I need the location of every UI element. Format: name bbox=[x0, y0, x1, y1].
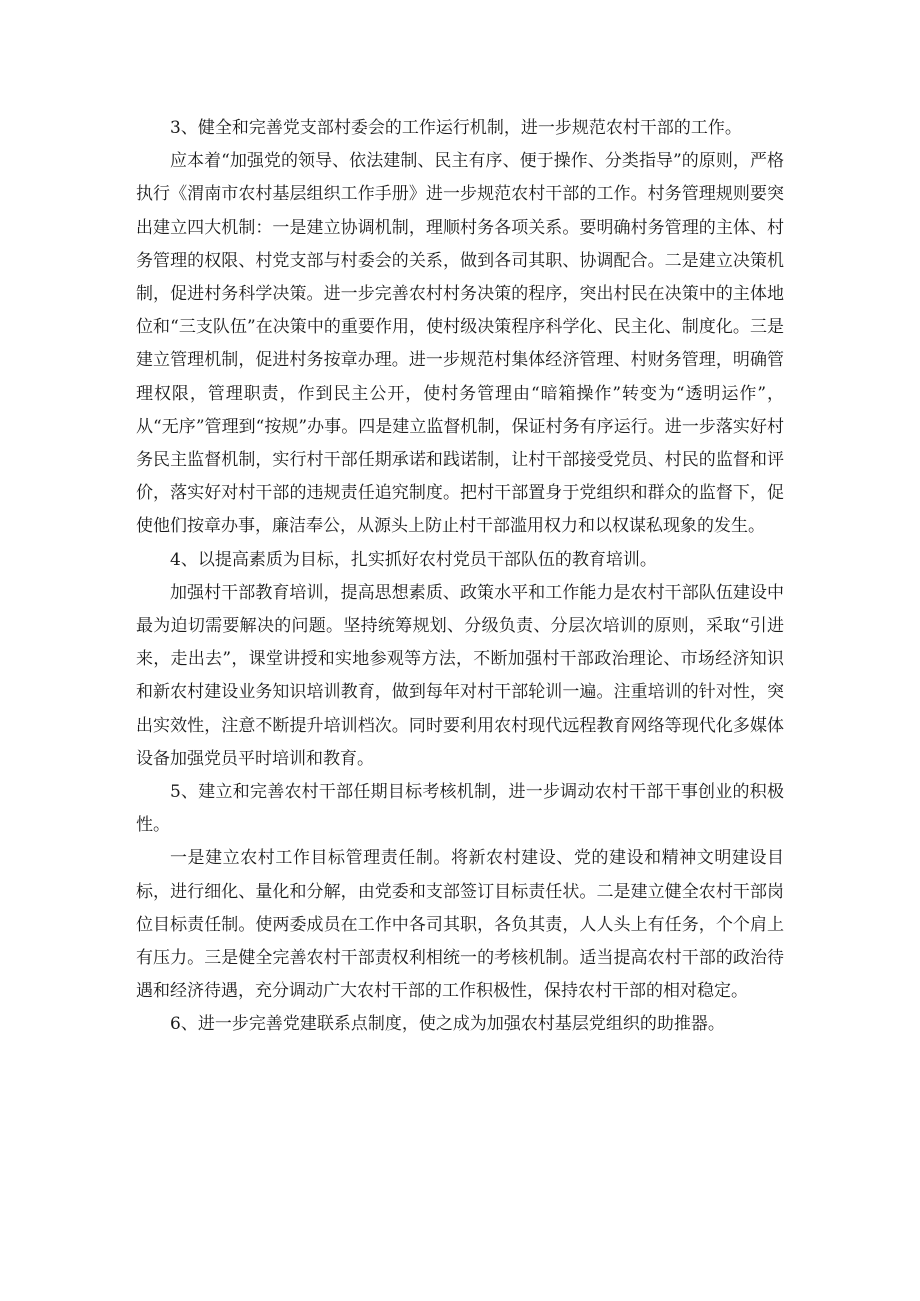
section-heading-6: 6、进一步完善党建联系点制度，使之成为加强农村基层党组织的助推器。 bbox=[170, 1014, 725, 1035]
section-heading-5: 5、建立和完善农村干部任期目标考核机制，进一步调动农村干部干事创业的积极性。 bbox=[136, 782, 784, 836]
paragraph-cadre-training: 加强村干部教育培训，提高思想素质、政策水平和工作能力是农村干部队伍建设中最为迫切需要解决的问题。坚持统筹规划、分级负责、分层次培训的原则，采取“引进来，走出去”，课堂讲授和实地参观等方法，不断加强村干部政治理论、市场经济知识和新农村建设业务知识培训教育，做到每年对村干部轮训一遍。注重培训的针对性，突出实效性，注意不断提升培训档次。同时要利用农村现代远程教育网络等现代化多媒体设备加强党员平时培训和教育。 bbox=[136, 582, 784, 769]
section-heading-4: 4、以提高素质为目标，扎实抓好农村党员干部队伍的教育培训。 bbox=[170, 549, 657, 570]
document-body bbox=[136, 112, 784, 1042]
paragraph-village-affairs-mechanisms: 应本着“加强党的领导、依法建制、民主有序、便于操作、分类指导”的原则，严格执行《渭南市农村基层组织工作手册》进一步规范农村干部的工作。村务管理规则要突出建立四大机制：一是建立协调机制，理顺村务各项关系。要明确村务管理的主体、村务管理的权限、村党支部与村委会的关系，做到各司其职、协调配合。二是建立决策机制，促进村务科学决策。进一步完善农村村务决策的程序，突出村民在决策中的主体地位和“三支队伍”在决策中的重要作用，使村级决策程序科学化、民主化、制度化。三是建立管理机制，促进村务按章办理。进一步规范村集体经济管理、村财务管理，明确管理权限，管理职责，作到民主公开，使村务管理由“暗箱操作”转变为“透明运作”，从“无序”管理到“按规”办事。四是建立监督机制，保证村务有序运行。进一步落实好村务民主监督机制，实行村干部任期承诺和践诺制，让村干部接受党员、村民的监督和评价，落实好对村干部的违规责任追究制度。把村干部置身于党组织和群众的监督下，促使他们按章办事，廉洁奉公，从源头上防止村干部滥用权力和以权谋私现象的发生。 bbox=[136, 151, 784, 537]
section-heading-3: 3、健全和完善党支部村委会的工作运行机制，进一步规范农村干部的工作。 bbox=[170, 118, 742, 138]
paragraph-target-responsibility: 一是建立农村工作目标管理责任制。将新农村建设、党的建设和精神文明建设目标，进行细化、量化和分解，由党委和支部签订目标责任状。二是建立健全农村干部岗位目标责任制。使两委成员在工作中各司其职，各负其责，人人头上有任务，个个肩上有压力。三是健全完善农村干部责权利相统一的考核机制。适当提高农村干部的政治待遇和经济待遇，充分调动广大农村干部的工作积极性，保持农村干部的相对稳定。 bbox=[136, 848, 784, 1002]
